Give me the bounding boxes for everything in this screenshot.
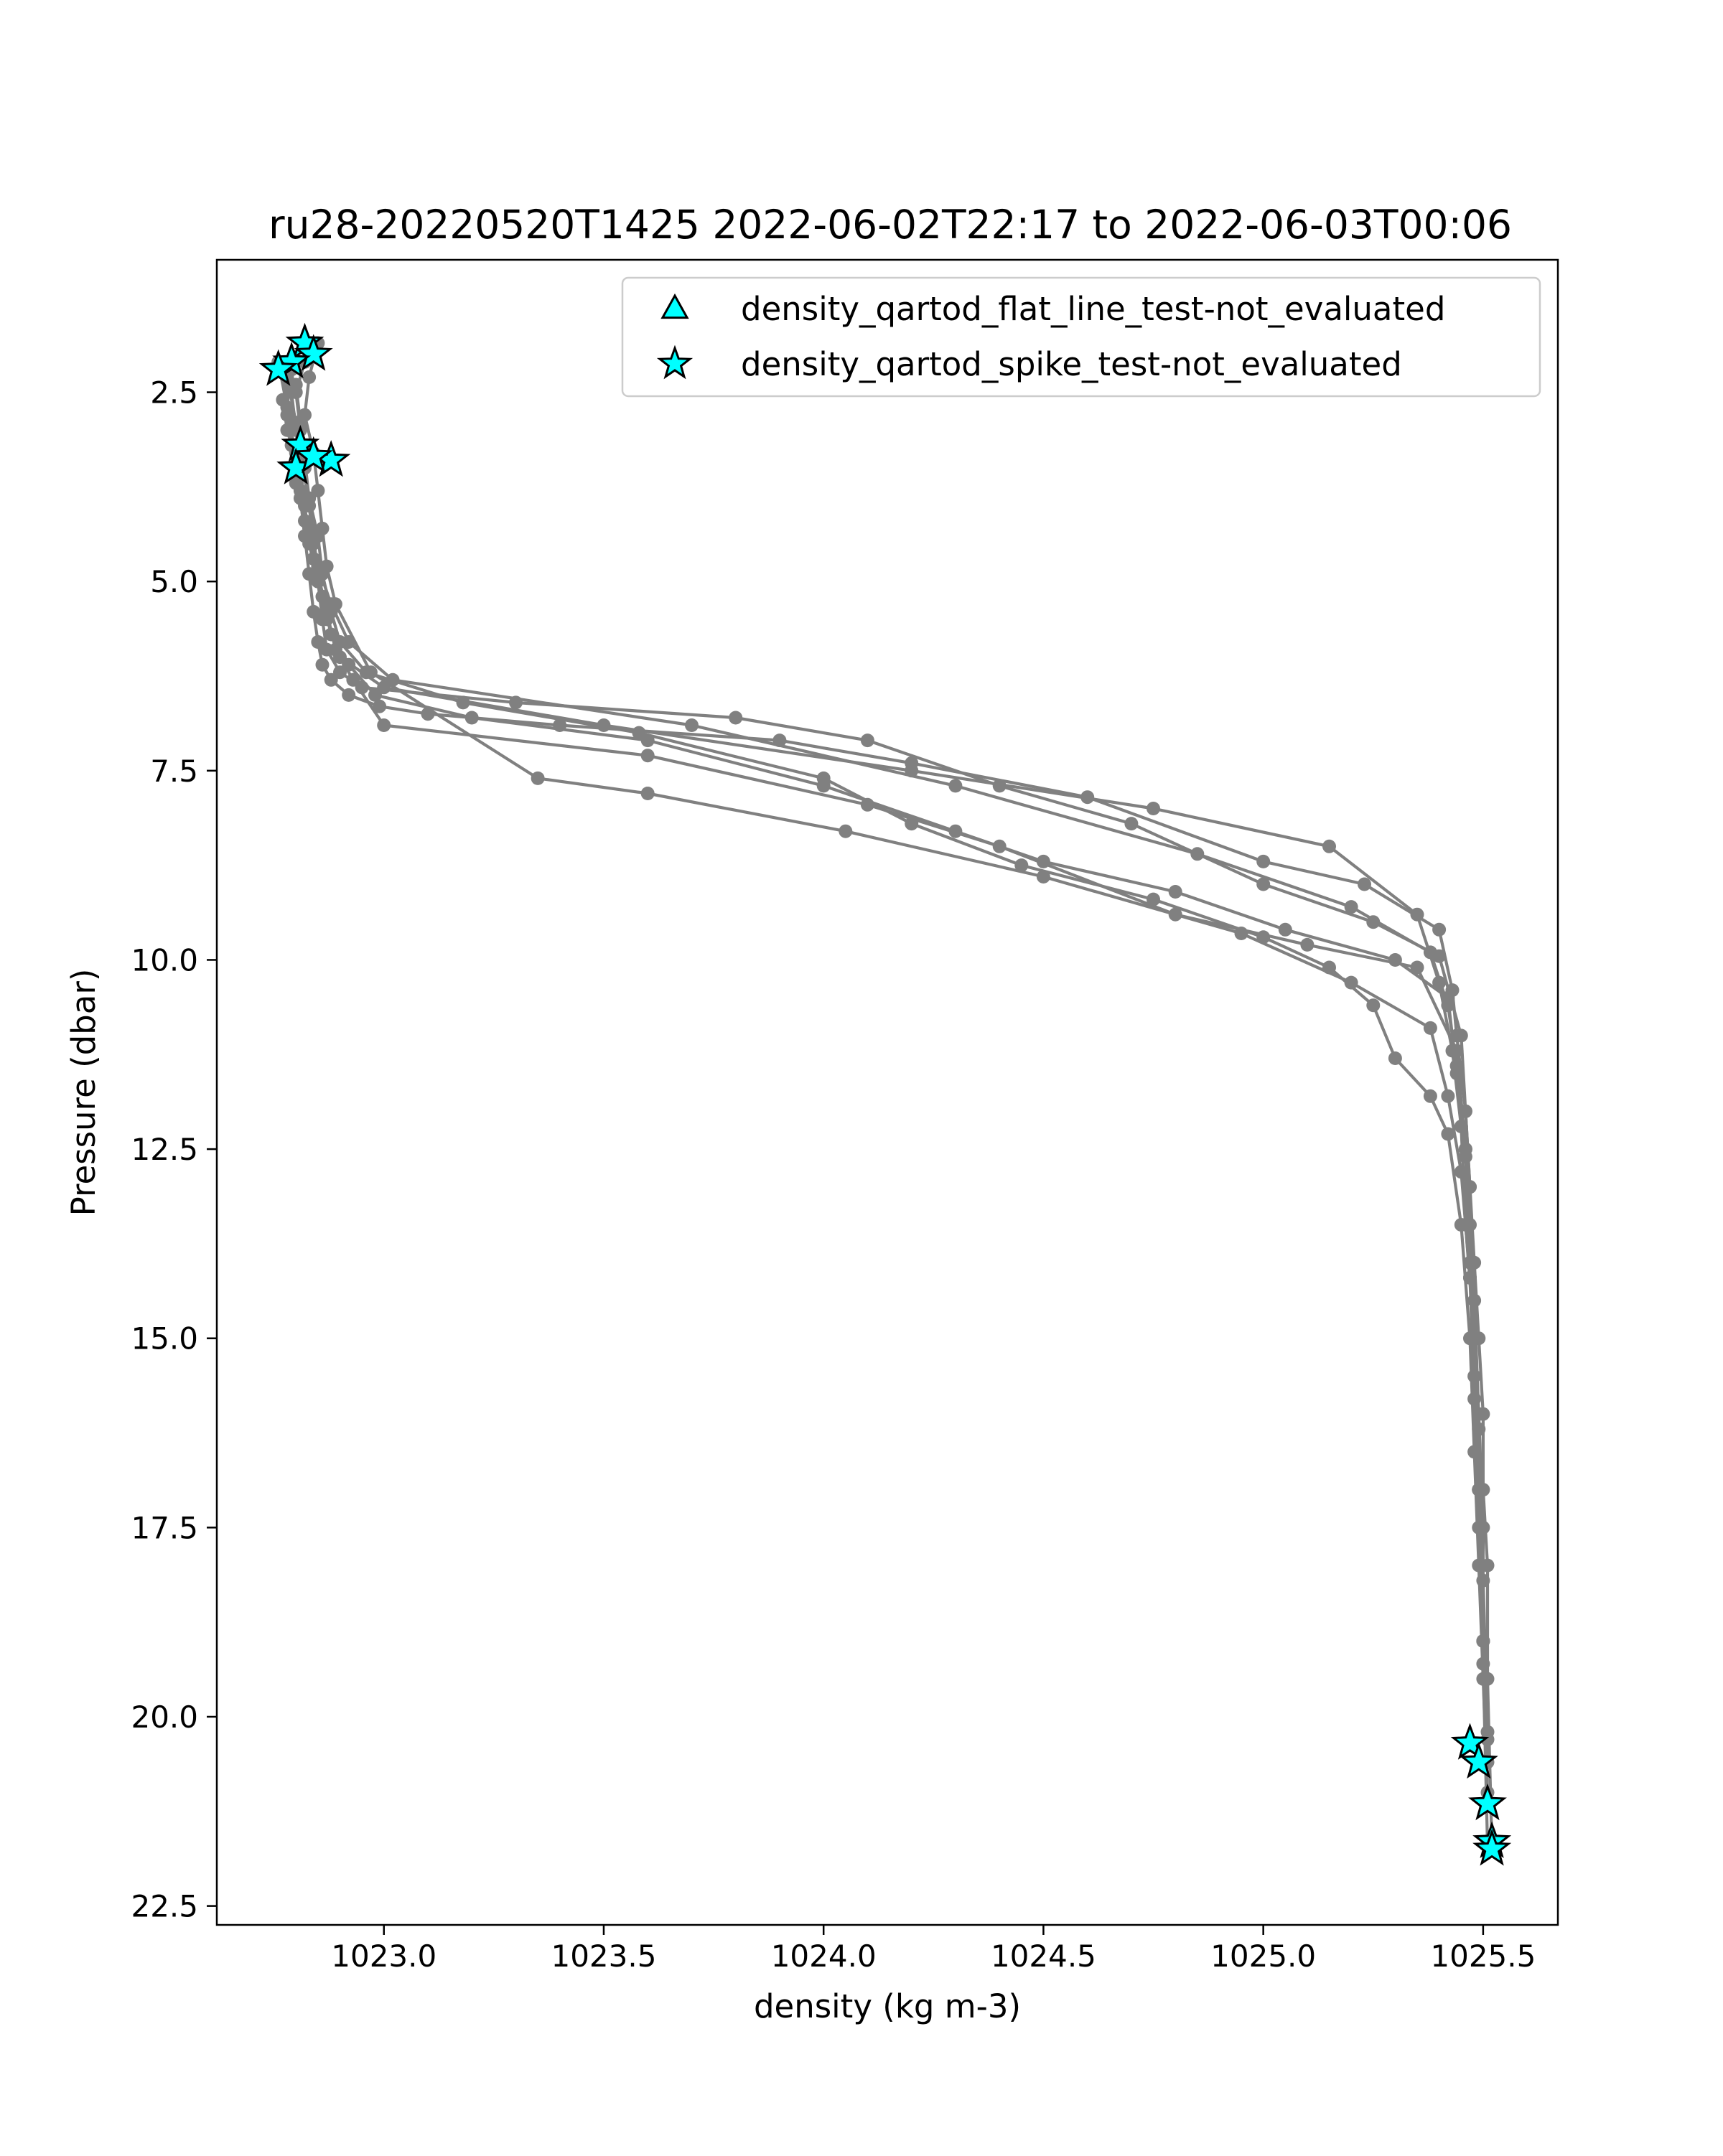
profile-point <box>531 772 545 785</box>
profile-point <box>333 650 347 664</box>
profile-point <box>1014 858 1028 872</box>
profile-point <box>346 673 360 687</box>
chart-title: ru28-20220520T1425 2022-06-02T22:17 to 2022-06-03T00:06 <box>269 202 1512 248</box>
profile-point <box>281 408 294 422</box>
profile-line-3 <box>279 362 1488 1762</box>
profile-point <box>1147 893 1160 906</box>
profile-point <box>839 825 852 838</box>
profile-point <box>1424 1089 1437 1103</box>
profile-point <box>1279 923 1292 937</box>
profile-point <box>1467 1392 1481 1406</box>
profile-point <box>1147 802 1160 815</box>
profile-point <box>302 522 316 535</box>
profile-point <box>641 787 655 800</box>
legend <box>622 278 1540 396</box>
profile-point <box>1411 908 1424 922</box>
x-tick-label: 1023.5 <box>551 1939 657 1974</box>
x-tick-label: 1024.5 <box>990 1939 1096 1974</box>
profile-point <box>1256 930 1270 944</box>
profile-point <box>1411 961 1424 975</box>
flag-markers-layer <box>262 326 1508 1863</box>
profile-point <box>294 484 307 497</box>
y-axis-label: Pressure (dbar) <box>65 968 103 1217</box>
profile-point <box>377 718 391 732</box>
profile-point <box>1322 840 1336 853</box>
y-tick-label: 5.0 <box>150 564 198 600</box>
profile-point <box>1476 1634 1490 1648</box>
x-tick-label: 1023.0 <box>331 1939 437 1974</box>
profile-point <box>1463 1271 1477 1285</box>
profile-point <box>861 733 874 747</box>
profile-point <box>685 718 699 732</box>
profile-point <box>320 612 334 626</box>
x-tick-label: 1024.0 <box>770 1939 877 1974</box>
profile-line-7 <box>291 393 1483 1641</box>
y-tick-label: 22.5 <box>131 1888 198 1924</box>
profile-point <box>302 370 316 384</box>
profile-point <box>1450 1059 1464 1073</box>
x-axis <box>331 1925 1536 1974</box>
profile-point <box>342 688 355 702</box>
legend-entry-label: density_qartod_spike_test-not_evaluated <box>741 345 1402 383</box>
profile-line-1 <box>283 370 1492 1845</box>
profile-point <box>1441 1089 1454 1103</box>
profile-point <box>1481 1725 1495 1739</box>
profile-line-4 <box>287 378 1488 1804</box>
profile-point <box>1124 817 1138 830</box>
profile-point <box>1424 945 1437 959</box>
profiles-layer <box>271 337 1498 1852</box>
profile-point <box>1476 1574 1490 1588</box>
profile-point <box>1459 1218 1472 1232</box>
x-tick-label: 1025.5 <box>1430 1939 1536 1974</box>
y-tick-label: 17.5 <box>131 1510 198 1546</box>
profile-point <box>1472 1483 1485 1496</box>
profile-point <box>316 658 330 672</box>
profile-point <box>311 560 324 573</box>
profile-point <box>729 711 742 725</box>
x-axis-label: density (kg m-3) <box>753 1987 1022 2025</box>
profile-line-2 <box>296 362 1488 1739</box>
profile-point <box>1459 1150 1472 1163</box>
profile-point <box>1472 1423 1485 1436</box>
profile-point <box>632 726 646 740</box>
profile-point <box>641 749 655 762</box>
profile-line-5 <box>305 343 1488 1845</box>
profile-point <box>1441 1128 1454 1141</box>
profile-point <box>905 817 918 830</box>
y-tick-label: 12.5 <box>131 1132 198 1168</box>
profile-point <box>1476 1672 1490 1686</box>
profile-point <box>948 779 962 792</box>
profile-point <box>1441 998 1454 1012</box>
y-tick-label: 10.0 <box>131 942 198 978</box>
y-tick-label: 15.0 <box>131 1321 198 1356</box>
profile-point <box>1169 885 1182 899</box>
profile-point <box>1432 923 1446 937</box>
profile-point <box>1388 1051 1402 1065</box>
legend-entry-label: density_qartod_flat_line_test-not_evaluated <box>741 290 1446 328</box>
profile-point <box>1366 998 1380 1012</box>
profile-point <box>386 673 400 687</box>
profile-point <box>465 711 479 725</box>
profile-point <box>597 718 611 732</box>
profile-point <box>1256 855 1270 868</box>
profile-point <box>1345 900 1358 914</box>
profile-point <box>1322 961 1336 975</box>
y-tick-label: 2.5 <box>150 375 198 411</box>
y-tick-label: 7.5 <box>150 753 198 789</box>
profile-point <box>817 772 831 785</box>
y-tick-label: 20.0 <box>131 1700 198 1735</box>
profile-point <box>1300 938 1314 952</box>
profile-point <box>1424 1021 1437 1035</box>
x-tick-label: 1025.0 <box>1210 1939 1317 1974</box>
profile-line-8 <box>283 370 1488 1732</box>
profile-line-6 <box>296 385 1488 1793</box>
plot-frame <box>217 260 1558 1925</box>
profile-point <box>342 635 355 649</box>
profile-point <box>324 597 338 611</box>
y-axis <box>131 375 217 1924</box>
profile-point <box>1190 847 1204 861</box>
profile-point <box>1358 878 1371 891</box>
profile-point <box>993 840 1007 853</box>
profile-point <box>1454 1028 1468 1042</box>
